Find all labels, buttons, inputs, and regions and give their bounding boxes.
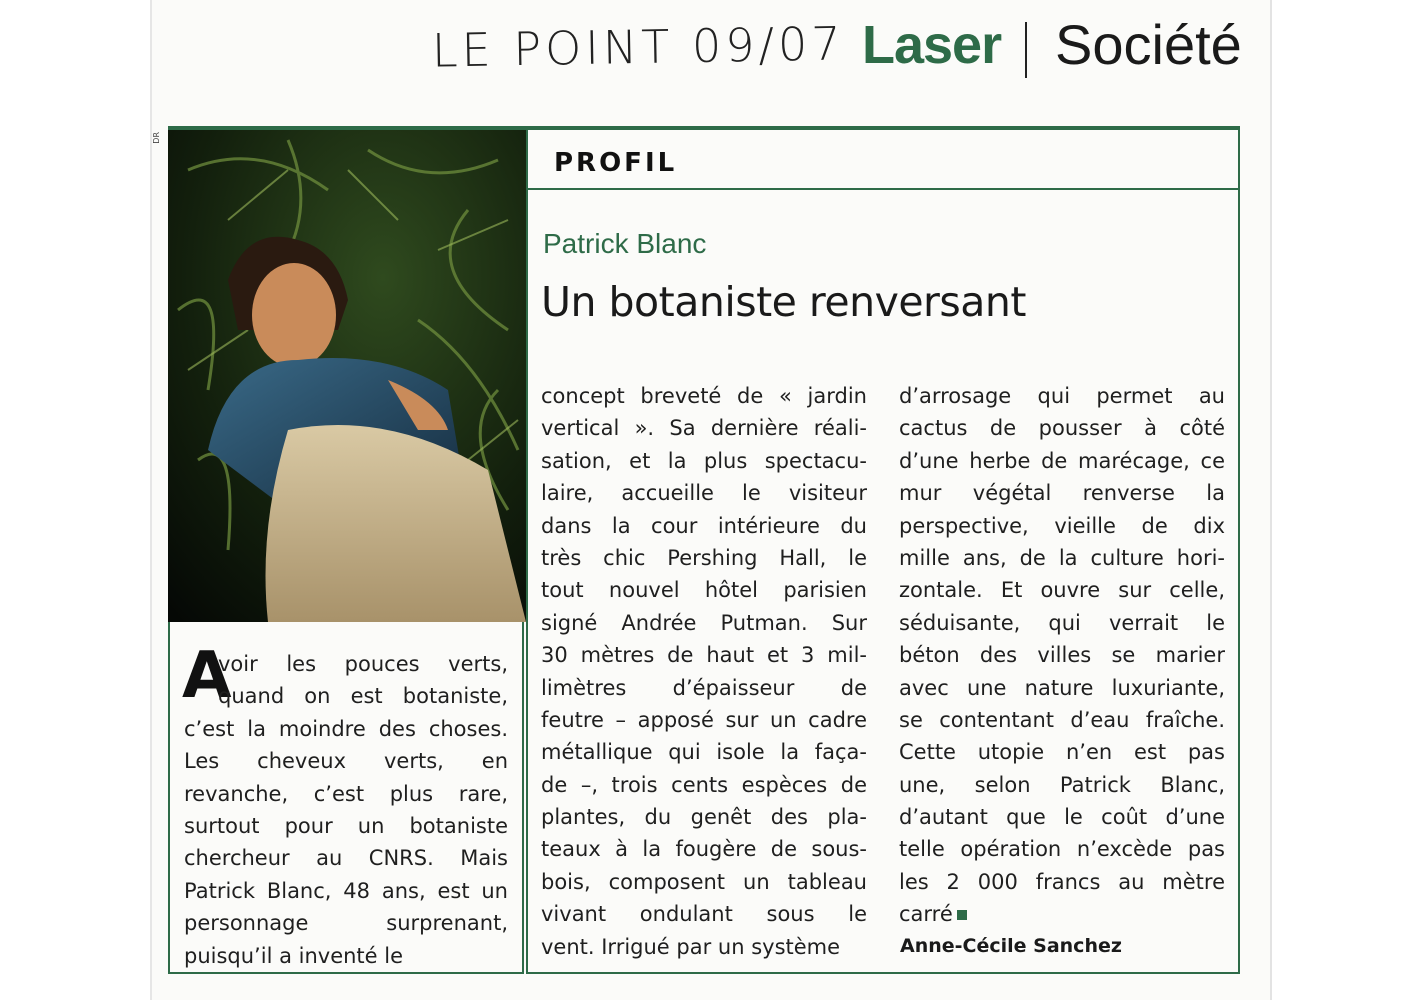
text-line: vertical ». Sa dernière réali- xyxy=(541,416,867,441)
text-line: Cette utopie n’en est pas xyxy=(899,740,1225,765)
photo-credit: DR xyxy=(152,132,161,144)
scan-edge-left xyxy=(150,0,152,1000)
handwritten-note: LE POINT 09/07 xyxy=(431,16,845,78)
text-line: séduisante, qui verrait le xyxy=(899,610,1225,635)
article-kicker: Patrick Blanc xyxy=(543,228,707,259)
text-line: revanche, c’est plus rare, xyxy=(184,781,508,806)
text-line: avec une nature luxuriante, xyxy=(899,675,1225,700)
text-line: 30 mètres de haut et 3 mil- xyxy=(541,643,867,668)
text-line: personnage surprenant, xyxy=(184,911,508,936)
drop-cap: A xyxy=(182,639,232,713)
text-line: puisqu’il a inventé le xyxy=(184,943,404,968)
text-line: Les cheveux verts, en xyxy=(184,749,508,774)
text-line: vivant ondulant sous le xyxy=(541,902,867,927)
rubric-title: Laser xyxy=(862,15,1002,75)
text-line: chercheur au CNRS. Mais xyxy=(184,846,508,871)
section-title: Société xyxy=(1055,13,1242,76)
article-column-1 xyxy=(184,648,508,972)
article-column-2 xyxy=(541,380,867,963)
text-line: voir les pouces verts, xyxy=(218,652,508,676)
article-column-3 xyxy=(899,380,1225,931)
text-line: très chic Pershing Hall, le xyxy=(541,545,867,570)
text-line: d’autant que le coût d’une xyxy=(899,805,1225,830)
text-line: surtout pour un botaniste xyxy=(184,813,508,838)
text-line: cactus de pousser à côté xyxy=(899,416,1225,441)
text-line: plantes, du genêt des pla- xyxy=(541,805,867,830)
text-line: signé Andrée Putman. Sur xyxy=(541,610,867,635)
text-line: Patrick Blanc, 48 ans, est un xyxy=(184,878,508,903)
end-mark-icon xyxy=(957,910,967,920)
text-line: d’une herbe de marécage, ce xyxy=(899,448,1225,473)
text-line: feutre – apposé sur un cadre xyxy=(541,707,867,732)
text-line: mur végétal renverse la xyxy=(899,481,1225,506)
text-line: laire, accueille le visiteur xyxy=(541,481,867,506)
portrait-photo xyxy=(168,130,526,622)
text-line: bois, composent un tableau xyxy=(541,869,867,894)
text-line: concept breveté de « jardin xyxy=(541,384,867,408)
text-line: dans la cour intérieure du xyxy=(541,513,867,538)
text-line: quand on est botaniste, xyxy=(218,684,508,709)
text-line: vent. Irrigué par un système xyxy=(541,934,841,959)
text-line: d’arrosage qui permet au xyxy=(899,384,1225,408)
text-line: mille ans, de la culture hori- xyxy=(899,545,1225,570)
text-line: limètres d’épaisseur de xyxy=(541,675,867,700)
text-line: c’est la moindre des choses. xyxy=(184,716,508,741)
author-byline: Anne-Cécile Sanchez xyxy=(900,935,1122,957)
text-line: métallique qui isole la faça- xyxy=(541,740,867,765)
article-label: PROFIL xyxy=(554,148,678,178)
text-line: se contentant d’eau fraîche. xyxy=(899,707,1225,732)
article-headline: Un botaniste renversant xyxy=(541,278,1026,326)
text-line: telle opération n’excède pas xyxy=(899,837,1225,862)
text-line: une, selon Patrick Blanc, xyxy=(899,772,1225,797)
text-line: perspective, vieille de dix xyxy=(899,513,1225,538)
text-line: béton des villes se marier xyxy=(899,643,1225,668)
text-line: carré xyxy=(899,898,1225,930)
text-line: tout nouvel hôtel parisien xyxy=(541,578,867,603)
text-line: de –, trois cents espèces de xyxy=(541,772,867,797)
rubric-divider xyxy=(1025,22,1027,78)
scan-edge-right xyxy=(1270,0,1272,1000)
text-line: sation, et la plus spectacu- xyxy=(541,448,867,473)
text-line: les 2 000 francs au mètre xyxy=(899,869,1225,894)
text-line: teaux à la fougère de sous- xyxy=(541,837,867,862)
text-line: zontale. Et ouvre sur celle, xyxy=(899,578,1225,603)
